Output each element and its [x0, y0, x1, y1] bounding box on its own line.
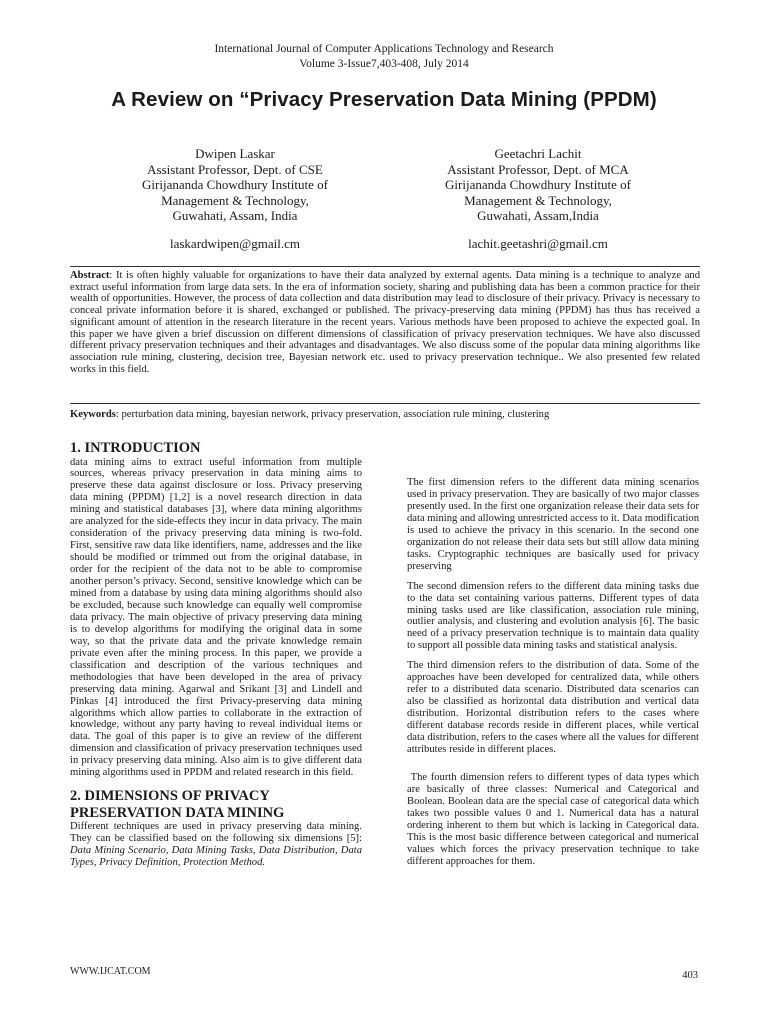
divider-bottom — [70, 403, 700, 404]
abstract — [70, 270, 700, 375]
author-block-1 — [85, 146, 385, 251]
left-column — [70, 438, 362, 869]
author-location: Guwahati, Assam, India — [172, 208, 298, 223]
dimensions-paragraph — [70, 821, 362, 869]
author-block-2 — [388, 146, 688, 251]
dimensions-list: Data Mining Scenario, Data Mining Tasks, Data Distribution, Data Types, Privacy Definition, Protection Method. — [70, 845, 362, 869]
keywords — [70, 409, 700, 421]
journal-name: International Journal of Computer Applications Technology and Research — [214, 43, 554, 55]
abstract-text: : It is often highly valuable for organizations to have their data analyzed by external agents. Data mining is a technique to analyze and extract useful information from large data sets. In the era of information society, sharing and publishing data has been a common practice for their wealth of opportunities. However, the process of data collection and data distribution may lead to disclosure of their privacy. Privacy is necessary to conceal private information before it is shared, exchanged or published. The privacy-preserving data mining (PPDM) has thus has received a significant amount of attention in the research literature in the recent years. Various methods have been proposed to achieve the expected goal. In this paper we have given a brief discussion on different dimensions of classification of privacy preservation techniques. We have also discussed different privacy preservation techniques and their advantages and disadvantages. We also discuss some of the popular data mining algorithms like association rule mining, clustering, decision tree, Bayesian network etc. used to privacy preservation technique.. We also presented few related works in this field. — [70, 270, 700, 375]
author-location: Guwahati, Assam,India — [477, 208, 599, 223]
paragraph-first-dimension: The first dimension refers to the different data mining scenarios used in privacy preservation. They are basically of two major classes presently used. In the first one organization release their data sets for data mining and allowing unrestricted access to it. Data modification is used to achieve the privacy in this scenario. In the second one organization do not release their data sets but still allow data mining tasks. Cryptographic techniques are basically used for privacy preserving — [407, 477, 699, 572]
paragraph-third-dimension: The third dimension refers to the distribution of data. Some of the approaches have been developed for centralized data, while others refer to a distributed data scenario. Distributed data scenarios can also be classified as horizontal data distribution and vertical data distribution. Horizontal distribution refers to the cases where different database records reside in different places, while vertical data distribution, refers to the cases where all the values for different attributes reside in different places. — [407, 660, 699, 756]
paper-title: A Review on “Privacy Preservation Data Mining (PPDM) — [111, 88, 657, 111]
section-heading-dimensions: 2. DIMENSIONS OF PRIVACY PRESERVATION DATA MINING — [70, 788, 285, 821]
author-name: Geetachri Lachit — [494, 146, 582, 161]
author-role: Assistant Professor, Dept. of MCA — [447, 161, 629, 177]
page-number: 403 — [682, 970, 698, 981]
divider-top — [70, 266, 700, 267]
section-heading-introduction: 1. INTRODUCTION — [70, 440, 201, 456]
journal-header — [0, 42, 768, 72]
author-affiliation: Girijananda Chowdhury Institute of — [142, 177, 328, 192]
abstract-label: Abstract — [70, 270, 110, 281]
author-affiliation: Girijananda Chowdhury Institute of — [445, 177, 631, 192]
author-email: lachit.geetashri@gmail.cm — [468, 235, 608, 251]
author-name: Dwipen Laskar — [195, 146, 275, 161]
author-affiliation: Management & Technology, — [161, 192, 309, 208]
journal-volume: Volume 3-Issue7,403-408, July 2014 — [299, 58, 469, 70]
author-affiliation: Management & Technology, — [464, 192, 612, 208]
keywords-label: Keywords — [70, 409, 116, 420]
right-column — [407, 477, 702, 876]
author-email: laskardwipen@gmail.cm — [169, 235, 301, 251]
dimensions-text: Different techniques are used in privacy preserving data mining. They can be classified based on the following six dimensions [5]: — [70, 821, 362, 845]
paragraph-second-dimension: The second dimension refers to the different data mining tasks due to the data set containing various patterns. Different types of data mining tasks used are like classification, association rule mining, outlier analysis, and clustering and evolution analysis [6]. The basic need of a privacy preservation technique is to maintain data quality to support all possible data mining tasks and statistical analysis. — [407, 580, 699, 652]
introduction-paragraph: data mining aims to extract useful information from multiple sources, whereas privacy preservation in data mining aims to preserve these data against disclosure or loss. Privacy preserving data mining (PPDM) [1,2] is a novel research direction in data mining and statistical databases [3], where data mining algorithms are analyzed for the side-effects they incur in data privacy. The main consideration of the privacy preserving data mining is two-fold. First, sensitive raw data like identifiers, name, addresses and the like should be modified or trimmed out from the original database, in order for the recipient of the data not to be able to compromise another person’s privacy. Second, sensitive knowledge which can be mined from a database by using data mining algorithms should also be excluded, because such knowledge can equally well compromise data privacy. The main objective of privacy preserving data mining is to develop algorithms for modifying the original data in some way, so that the private data and the private knowledge remain private even after the mining process. In this paper, we provide a classification and description of the various techniques and methodologies that have been developed in the area of privacy preserving data mining. Agarwal and Srikant [3] and Lindell and Pinkas [4] introduced the first Privacy-preserving data mining algorithms which allow parties to collaborate in the extraction of knowledge, without any party having to reveal individual items or data. The goal of this paper is to give an review of the different dimension and classification of privacy preservation techniques used in privacy preserving data mining. Also aim is to give different data mining algorithms used in PPDM and related research in this field. — [70, 456, 362, 779]
paragraph-fourth-dimension: The fourth dimension refers to different types of data types which are basically of three classes: Numerical and Categorical and Boolean. Boolean data are the special case of categorical data which takes two possible values 0 and 1. Numerical data has a natural ordering inherent to them but which is lacking in Categorical data. This is the most basic difference between categorical and numerical values which forces the privacy preservation technique to take different approaches for them. — [407, 771, 702, 867]
keywords-text: : perturbation data mining, bayesian network, privacy preservation, association rule mining, clustering — [115, 409, 550, 420]
author-role: Assistant Professor, Dept. of CSE — [147, 161, 323, 177]
footer-site: WWW.IJCAT.COM — [70, 966, 151, 977]
